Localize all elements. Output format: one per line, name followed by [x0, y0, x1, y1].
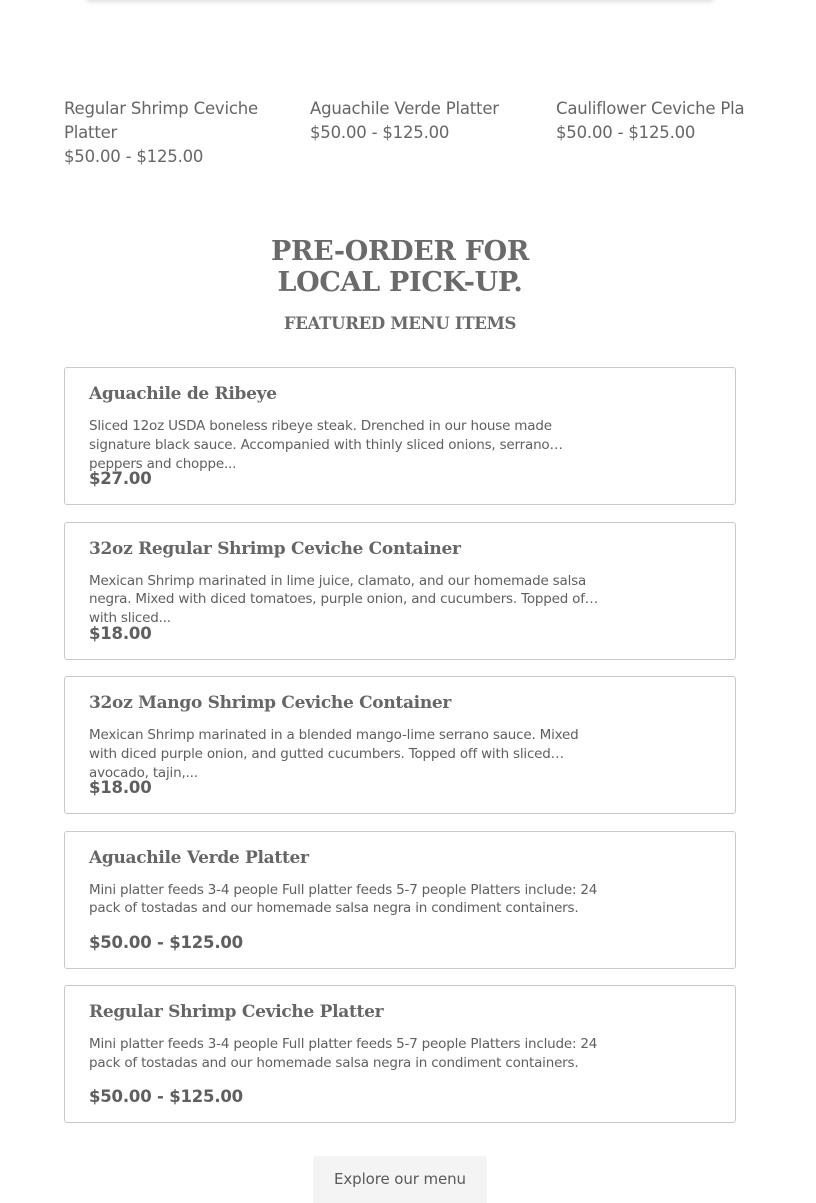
menu-item-price: $50.00 - $125.00: [89, 1087, 243, 1106]
menu-item-name: Aguachile de Ribeye: [89, 384, 277, 404]
menu-item-description: Mini platter feeds 3-4 people Full platter feeds 5-7 people Platters include: 24 pack of tostadas and our homemade salsa negra in condiment containers.: [89, 1036, 598, 1071]
carousel-item-name: Regular Shrimp Ceviche Platter: [64, 99, 258, 142]
menu-item-description: Sliced 12oz USDA boneless ribeye steak. Drenched in our house made signature black sauce. Accompanied with thinly sliced onions, serrano peppers and choppe...: [89, 418, 552, 472]
carousel-item[interactable]: [310, 97, 510, 144]
featured-menu-heading: FEATURED MENU ITEMS: [283, 314, 517, 333]
menu-item-card[interactable]: [64, 831, 736, 969]
menu-item-price: $50.00 - $125.00: [89, 932, 243, 952]
carousel-item[interactable]: [556, 97, 816, 144]
carousel-item-price: $50.00 - $125.00: [310, 123, 450, 142]
explore-menu-button[interactable]: Explore our menu: [313, 1156, 487, 1203]
menu-item-description: Mini platter feeds 3-4 people Full platter feeds 5-7 people Platters include: 24 pack of tostadas and our homemade salsa negra in condiment containers.: [89, 881, 598, 917]
menu-item-price: $27.00: [89, 469, 152, 488]
carousel-item-name: Aguachile Verde Platter: [310, 99, 499, 118]
featured-menu-list: [64, 367, 736, 1140]
menu-item-card[interactable]: [64, 522, 736, 660]
menu-item-description: Mexican Shrimp marinated in a blended mango-lime serrano sauce. Mixed with diced purple onion, and gutted cucumbers. Topped off with sliced avocado, tajin,...: [89, 727, 579, 781]
menu-item-card[interactable]: [64, 367, 736, 505]
menu-item-card[interactable]: [64, 676, 736, 814]
menu-item-name: Regular Shrimp Ceviche Platter: [89, 1002, 384, 1022]
menu-item-name: Aguachile Verde Platter: [89, 847, 309, 868]
hero-title-line-2: LOCAL PICK-UP.: [277, 267, 523, 298]
carousel-item-price: $50.00 - $125.00: [556, 123, 696, 142]
menu-item-name: 32oz Mango Shrimp Ceviche Container: [89, 693, 452, 713]
carousel-item[interactable]: [64, 97, 264, 168]
menu-item-price: $18.00: [89, 623, 152, 643]
menu-item-name: 32oz Regular Shrimp Ceviche Container: [89, 538, 461, 559]
product-carousel: [64, 97, 800, 177]
menu-item-description: Mexican Shrimp marinated in lime juice, clamato, and our homemade salsa negra. Mixed with diced tomatoes, purple onion, and cucumbers. Topped off with sliced...: [89, 572, 590, 627]
menu-item-price: $18.00: [89, 778, 152, 797]
hero-title-line-1: PRE-ORDER FOR: [270, 236, 530, 267]
hero-title: [0, 236, 800, 298]
menu-item-card[interactable]: [64, 985, 736, 1123]
carousel-item-name: Cauliflower Ceviche Pla: [556, 99, 745, 118]
carousel-item-price: $50.00 - $125.00: [64, 147, 204, 166]
